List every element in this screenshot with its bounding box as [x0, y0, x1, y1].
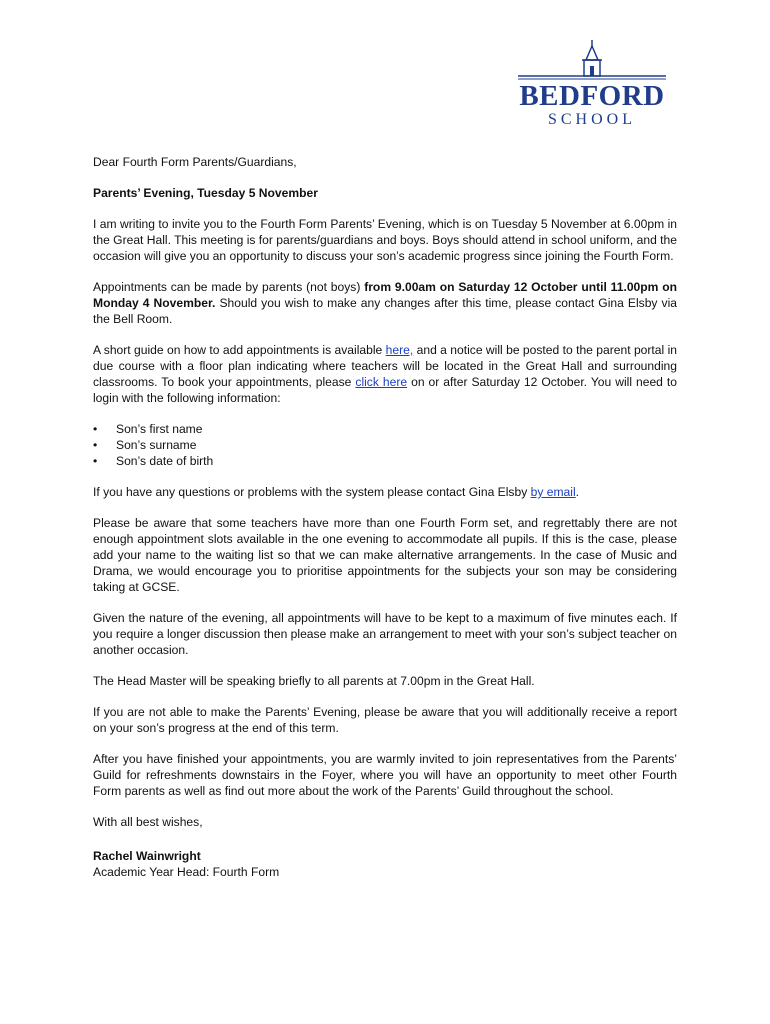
appointment-window: from 9.00am on Saturday 12 October until 11.00pm on Monday 4 November.: [93, 280, 677, 310]
login-fields-list: [93, 421, 677, 469]
list-item: • Son’s date of birth: [93, 454, 214, 468]
booking-link[interactable]: click here: [355, 375, 408, 389]
closing: With all best wishes,: [93, 815, 203, 829]
paragraph-head-master: The Head Master will be speaking briefly to all parents at 7.00pm in the Great Hall.: [93, 674, 535, 688]
salutation: Dear Fourth Form Parents/Guardians,: [93, 155, 297, 169]
signatory-title: Academic Year Head: Fourth Form: [93, 865, 280, 879]
signatory-name: Rachel Wainwright: [93, 849, 201, 863]
paragraph-report: If you are not able to make the Parents’ Evening, please be aware that you will additionally receive a report on your son’s progress at the end of this term.: [93, 705, 677, 735]
paragraph-duration: Given the nature of the evening, all appointments will have to be kept to a maximum of five minutes each. If you require a longer discussion then please make an arrangement to meet with your son’s subject teacher on another occasion.: [93, 611, 677, 657]
school-logo: [514, 38, 670, 130]
list-item: • Son’s first name: [93, 422, 203, 436]
paragraph-guild: After you have finished your appointments, you are warmly invited to join representatives from the Parents’ Guild for refreshments downstairs in the Foyer, where you will have an opportunity to meet other Fourth Form parents as well as find out more about the work of the Parents’ Guild throughout the school.: [93, 752, 677, 798]
paragraph-guide: A short guide on how to add appointments is available here, and a notice will be posted to the parent portal in due course with a floor plan indicating where teachers will be located in the Great Hall and surrounding classrooms. To book your appointments, please click here on or after Saturday 12 October. You will need to login with the following information:: [93, 343, 677, 405]
bullet-icon: •: [93, 454, 98, 468]
guide-link[interactable]: here,: [385, 343, 414, 357]
letter-subject: Parents’ Evening, Tuesday 5 November: [93, 186, 318, 200]
paragraph-invitation: I am writing to invite you to the Fourth Form Parents’ Evening, which is on Tuesday 5 November at 6.00pm in the Great Hall. This meeting is for parents/guardians and boys. Boys should attend in school uniform, and the occasion will give you an opportunity to discuss your son’s academic progress since joining the Fourth Form.: [93, 217, 677, 263]
paragraph-slots: Please be aware that some teachers have more than one Fourth Form set, and regrettably there are not enough appointment slots available in the one evening to accommodate all pupils. If this is the case, please add your name to the waiting list so that we can make alternative arrangements. In the case of Music and Drama, we would encourage you to prioritise appointments for the subjects your son may be considering taking at GCSE.: [93, 516, 677, 594]
paragraph-appointments: Appointments can be made by parents (not boys) from 9.00am on Saturday 12 October until 11.00pm on Monday 4 November. Should you wish to make any changes after this time, please contact Gina Elsby via the Bell Room.: [93, 280, 677, 326]
bullet-icon: •: [93, 438, 98, 452]
bullet-icon: •: [93, 422, 98, 436]
list-item: • Son’s surname: [93, 438, 197, 452]
paragraph-contact: If you have any questions or problems with the system please contact Gina Elsby by email.: [93, 485, 580, 499]
logo-subtitle: SCHOOL: [547, 111, 636, 128]
letter-body: [93, 154, 677, 880]
logo-wordmark: BEDFORD: [519, 80, 665, 112]
school-tower-icon: [514, 38, 670, 84]
email-link[interactable]: by email: [530, 485, 576, 499]
